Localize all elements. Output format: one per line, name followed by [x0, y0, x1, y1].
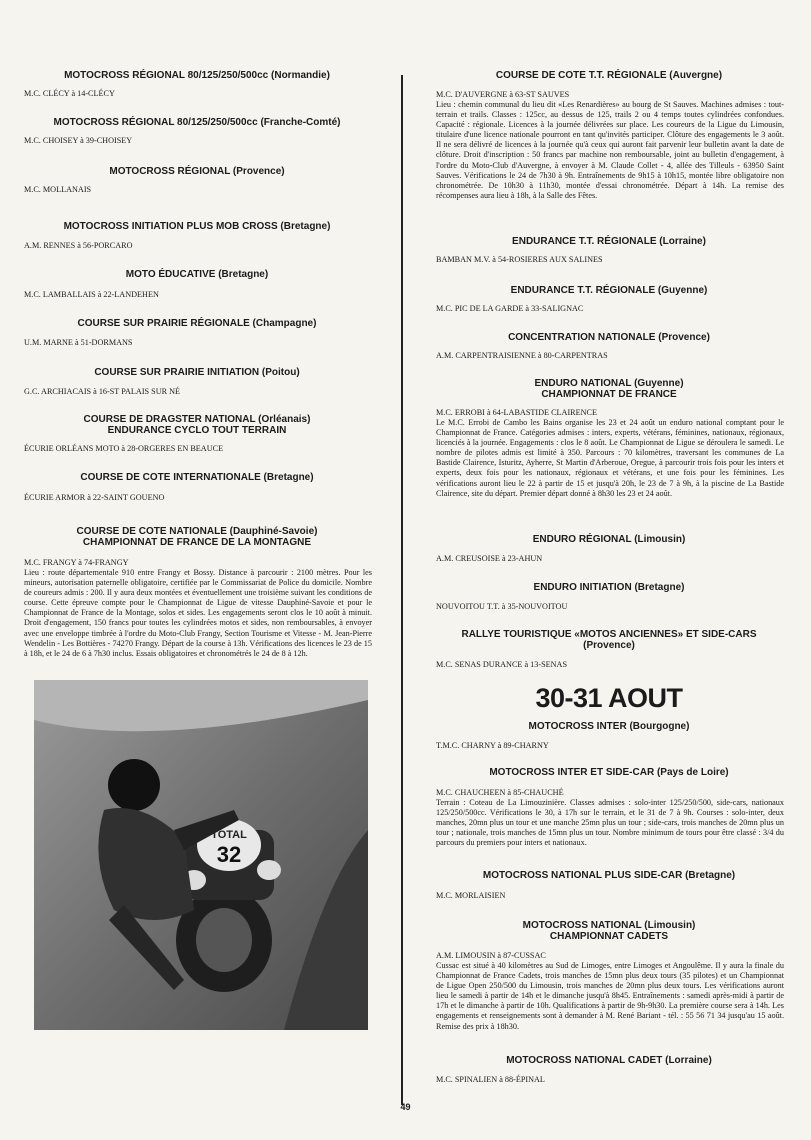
event-organizer: M.C. CHAUCHEEN à 85-CHAUCHÉ	[436, 788, 564, 797]
event-title: ENDURANCE T.T. RÉGIONALE (Lorraine)	[512, 236, 706, 247]
event-organizer: M.C. D'AUVERGNE à 63-ST SAUVES	[436, 90, 570, 99]
event-description: Le M.C. Errobi de Cambo les Bains organise les 23 et 24 août un enduro national comptant pour le Championnat de France. Catégories admises : inters, experts, vétérans, féminines, nationaux, régionaux, licenciés à la journée. Engagements : clos le 8 août. Le Championnat de Ligue se déroulera le samedi. Le nombre de pilotes admis est limité à 350. Parcours : 70 kilomètres, traversant les communes de La Bastide Clairence, Isturitz, Ayherre, St Martin d'Arberoue, Oregue, à parcourir trois fois pour les inters et experts, deux fois pour les nationaux, régionaux et vétérans, et une fois pour les féminines. Les vérifications auront lieu le 22 à partir de 15 et jusqu'à 20h, le 23 de 7 à 9h, à la piscine de La Bastide Clairence, site du départ. Premier départ donné à 8h30 les 23 et 24 août.	[436, 418, 784, 498]
event-organizer: M.C. MOLLANAIS	[24, 185, 92, 194]
event-title: ENDURO INITIATION (Bretagne)	[533, 582, 685, 593]
event-title: MOTOCROSS NATIONAL PLUS SIDE-CAR (Bretagne)	[482, 870, 736, 881]
event-title: MOTOCROSS NATIONAL (Limousin)	[522, 920, 696, 931]
event-organizer: A.M. LIMOUSIN à 87-CUSSAC	[436, 951, 546, 960]
event-title: COURSE SUR PRAIRIE INITIATION (Poitou)	[94, 367, 300, 378]
event-organizer: A.M. RENNES à 56-PORCARO	[24, 241, 133, 250]
event-organizer: M.C. CHOISEY à 39-CHOISEY	[24, 136, 133, 145]
event-title: COURSE DE COTE T.T. RÉGIONALE (Auvergne)	[495, 70, 723, 81]
event-organizer: T.M.C. CHARNY à 89-CHARNY	[436, 741, 549, 750]
column-divider	[401, 75, 403, 1105]
event-title: MOTOCROSS INTER (Bourgogne)	[528, 721, 690, 732]
event-organizer: A.M. CARPENTRAISIENNE à 80-CARPENTRAS	[436, 351, 608, 360]
event-subtitle: CHAMPIONNAT DE FRANCE DE LA MONTAGNE	[82, 537, 312, 548]
event-title: MOTOCROSS INTER ET SIDE-CAR (Pays de Loire)	[489, 767, 729, 778]
event-organizer: M.C. PIC DE LA GARDE à 33-SALIGNAC	[436, 304, 584, 313]
event-title: ENDURO RÉGIONAL (Limousin)	[532, 534, 686, 545]
event-organizer: A.M. CREUSOISE à 23-AHUN	[436, 554, 543, 563]
motorcycle-photo	[34, 680, 368, 1030]
event-subtitle: CHAMPIONNAT DE FRANCE	[541, 389, 677, 400]
event-description: Lieu : chemin communal du lieu dit «Les Renardières» au bourg de St Sauves. Machines admises : tout-terrain et trails. Classes : 125cc, au dessus de 125, trails 2 ou 4 temps toutes cylindrées confondues. Capacité : régionale. Licences à la journée délivrées sur place. Les coureurs de la Ligue du Limousin, titulaire d'une licence nationale pourront en tant qu'invités participer. Clôture des engagements le 3 août. Il ne sera délivré de licences à la journée qu'à ceux qui auront fait parvenir leur bulletin avant la date de clôture. Droit d'inscription : 50 francs par machine non remboursable, joint au bulletin d'engagement, à l'ordre du Moto-Club d'Auvergne, à envoyer à M. Claude Collet - 4, allée des Tilleuls - 63950 Saint Sauves. Vérifications le 24 de 7h30 à 9h. Entraînements de 9h15 à 10h15, montée libre obligatoire non chronométrée. De 10h30 à 11h30, montée d'essai chronométrée. Départ à 14h. La remise des récompenses aura lieu à 18h, à la Salle des Fêtes.	[436, 100, 784, 200]
event-title: MOTO ÉDUCATIVE (Bretagne)	[125, 269, 269, 280]
event-title: MOTOCROSS RÉGIONAL 80/125/250/500cc (Franche-Comté)	[53, 117, 341, 128]
event-description: Terrain : Coteau de La Limouzinière. Classes admises : solo-inter 125/250/500, side-cars, nationaux 125/250/500cc. Vérifications le 30, à 17h sur le terrain, et le 31 de 7 à 9h. Courses : solo-inter, deux manches, 20mn plus un tour et une manche 25mn plus un tour ; side-cars, trois manches de 20mn plus un tour ; nationale, trois manches de 15mn plus un tour. Nombre minimum de tours pour être classé : 3/4 du parcours du premiers pour inters et nationaux.	[436, 798, 784, 848]
event-organizer: M.C. SENAS DURANCE à 13-SENAS	[436, 660, 568, 669]
event-title: MOTOCROSS RÉGIONAL 80/125/250/500cc (Normandie)	[64, 70, 330, 81]
event-description: Cussac est situé à 40 kilomètres au Sud de Limoges, entre Limoges et Angoulême. Il y aura la finale du Championnat de France Cadets, trois manches de 15mn plus deux tours (35 pilotes) et un Championnat de Ligue Open 250/500 du Limousin, trois manches de 20mn plus deux tours. Les vérifications auront lieu le samedi à partir de 14h et le dimanche jusqu'à 8h45. Entraînements : samedi après-midi à partir de 17h et le dimanche à partir de 10h. Qualifications à partir de 9h-9h30. La première course sera à 14h. Les engagements et renseignements sont à demander à M. René Bariant - tél. : 55 56 71 34 jusqu'au 15 août. Remise des prix à 18h30.	[436, 961, 784, 1031]
event-organizer: M.C. SPINALIEN à 88-ÉPINAL	[436, 1075, 545, 1084]
event-subtitle: CHAMPIONNAT CADETS	[549, 931, 669, 942]
event-organizer: G.C. ARCHIACAIS à 16-ST PALAIS SUR NÉ	[24, 387, 181, 396]
event-organizer: M.C. MORLAISIEN	[436, 891, 506, 900]
event-title: ENDURO NATIONAL (Guyenne)	[534, 378, 684, 389]
event-organizer: M.C. CLÉCY à 14-CLÉCY	[24, 89, 115, 98]
event-title: COURSE DE DRAGSTER NATIONAL (Orléanais)	[83, 414, 311, 425]
event-description: Lieu : route départementale 910 entre Frangy et Bossy. Distance à parcourir : 2100 mètres. Pour les mineurs, autorisation paternelle obligatoire, certifiée par le Commissariat de Police du domicile. Nombre de coureurs admis : 200. Il y aura deux montées et éventuellement une troisième suivant les conditions de course. Cette épreuve compte pour le Championnat de Ligue de vitesse Dauphiné-Savoie et pour le Championnat de France de la Montage, solos et sides. Les engagements seront clos le 10 août à minuit. Droit d'engagement, 150 francs pour toutes les cylindrées motos et sides, non remboursables, à envoyer avec une enveloppe timbrée à l'ordre du Moto-Club Frangy, Section Tourisme et Vitesse - M. Jean-Pierre Wendelin - Les Bottières - 74270 Frangy. Départ de la course à 13h. Vérifications des licences le 23 de 15 à 18h, et le 24 de 6 à 7h30 inclus. Essais obligatoires et chronométrés le 24 de 8 à 12h.	[24, 568, 372, 658]
event-title: CONCENTRATION NATIONALE (Provence)	[508, 332, 710, 343]
event-organizer: ÉCURIE ARMOR à 22-SAINT GOUENO	[24, 493, 165, 502]
event-organizer: U.M. MARNE à 51-DORMANS	[24, 338, 133, 347]
event-subtitle: (Provence)	[583, 640, 635, 651]
date-heading: 30-31 AOUT	[535, 683, 683, 713]
event-title: COURSE DE COTE NATIONALE (Dauphiné-Savoie)	[76, 526, 318, 537]
page-number: 49	[400, 1102, 411, 1112]
plate-label: TOTAL	[211, 829, 247, 841]
event-title: MOTOCROSS RÉGIONAL (Provence)	[109, 166, 285, 177]
event-title: COURSE SUR PRAIRIE RÉGIONALE (Champagne)	[77, 318, 317, 329]
event-title: ENDURANCE T.T. RÉGIONALE (Guyenne)	[510, 285, 708, 296]
event-title: RALLYE TOURISTIQUE «MOTOS ANCIENNES» ET SIDE-CARS	[461, 629, 757, 640]
event-title: MOTOCROSS INITIATION PLUS MOB CROSS (Bretagne)	[63, 221, 331, 232]
event-organizer: BAMBAN M.V. à 54-ROSIERES AUX SALINES	[436, 255, 603, 264]
event-subtitle: ENDURANCE CYCLO TOUT TERRAIN	[107, 425, 287, 436]
event-organizer: M.C. FRANGY à 74-FRANGY	[24, 558, 129, 567]
event-organizer: ÉCURIE ORLÉANS MOTO à 28-ORGERES EN BEAUCE	[24, 444, 224, 453]
event-title: MOTOCROSS NATIONAL CADET (Lorraine)	[506, 1055, 712, 1066]
event-organizer: M.C. ERROBI à 64-LABASTIDE CLAIRENCE	[436, 408, 598, 417]
event-organizer: NOUVOITOU T.T. à 35-NOUVOITOU	[436, 602, 568, 611]
event-title: COURSE DE COTE INTERNATIONALE (Bretagne)	[80, 472, 314, 483]
event-organizer: M.C. LAMBALLAIS à 22-LANDEHEN	[24, 290, 159, 299]
race-number: 32	[216, 842, 242, 867]
